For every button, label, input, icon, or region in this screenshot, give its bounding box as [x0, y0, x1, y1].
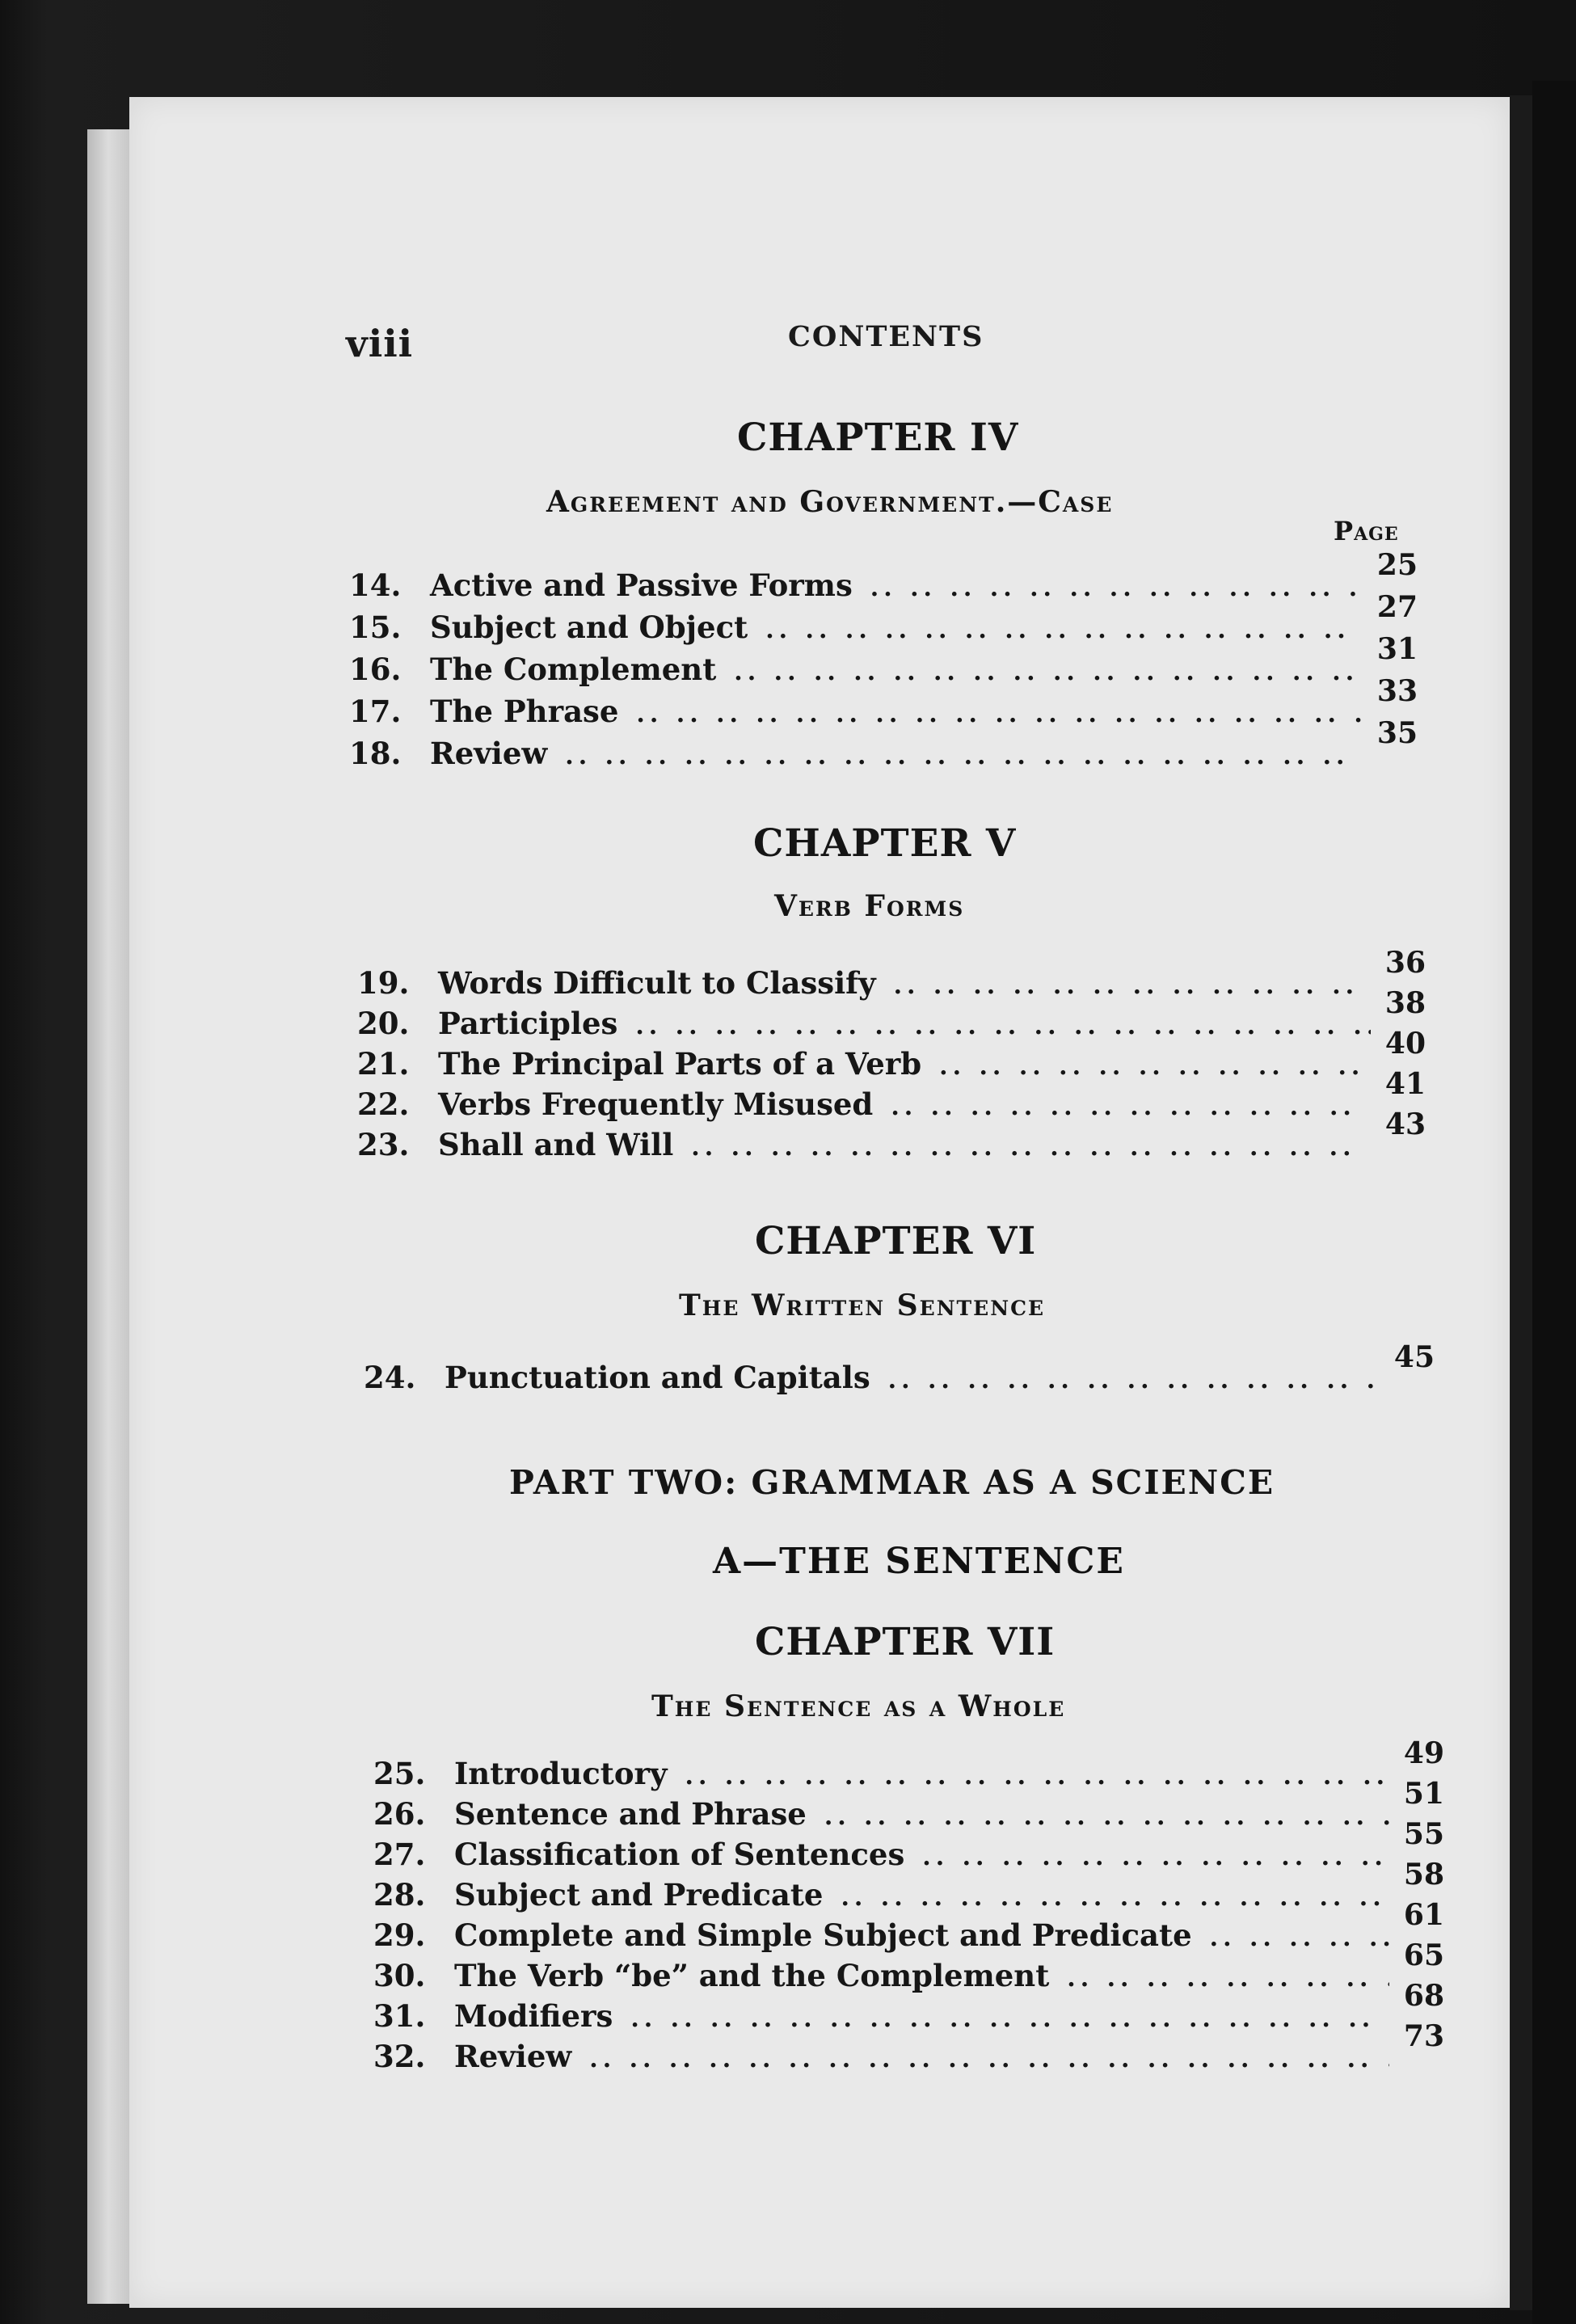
toc-entry[interactable] [373, 2019, 1444, 2079]
toc-entry[interactable] [373, 1898, 1444, 1958]
chapter-heading: CHAPTER VII [755, 1620, 1056, 1664]
entry-page: 45 [1393, 1340, 1435, 1374]
entry-number: 16. [349, 652, 402, 687]
dot-leader [888, 1366, 1380, 1394]
entry-title: Active and Passive Forms [430, 567, 853, 603]
book-cover-edge [1532, 81, 1576, 2324]
entry-title: Words Difficult to Classify [438, 965, 876, 1001]
entry-title: Review [430, 736, 548, 771]
entry-page: 35 [1376, 716, 1418, 750]
entry-number: 27. [373, 1837, 426, 1872]
entry-title: Review [454, 2039, 572, 2074]
entry-number: 23. [357, 1127, 410, 1162]
toc-entry[interactable] [373, 1858, 1444, 1917]
entry-page: 31 [1376, 632, 1418, 666]
toc-entry[interactable] [349, 716, 1418, 776]
toc-entry[interactable] [357, 946, 1426, 1006]
toc-entry[interactable] [349, 590, 1418, 650]
part-title: PART TWO: GRAMMAR AS A SCIENCE [509, 1463, 1275, 1502]
entry-title: Subject and Predicate [454, 1877, 824, 1913]
toc-entry[interactable] [364, 1340, 1435, 1400]
entry-number: 22. [357, 1086, 410, 1122]
entry-number: 26. [373, 1796, 426, 1832]
entry-title: The Verb “be” and the Complement [454, 1958, 1050, 1993]
dot-leader [870, 574, 1363, 602]
entry-number: 32. [373, 2039, 426, 2074]
toc-entry[interactable] [357, 1107, 1426, 1167]
toc-entry[interactable] [373, 1777, 1444, 1837]
page-stack-edge [87, 129, 129, 2304]
running-head: CONTENTS [788, 320, 984, 353]
entry-page: 58 [1403, 1858, 1444, 1892]
chapter-subtitle: Agreement and Government.—Case [546, 485, 1114, 519]
entry-title: Classification of Sentences [454, 1837, 905, 1872]
entry-page: 33 [1376, 674, 1418, 708]
dot-leader [922, 1843, 1389, 1871]
entry-title: Sentence and Phrase [454, 1796, 807, 1832]
toc-entry[interactable] [357, 1067, 1426, 1127]
entry-number: 30. [373, 1958, 426, 1993]
entry-title: The Principal Parts of a Verb [438, 1046, 922, 1082]
toc-entry[interactable] [373, 1817, 1444, 1877]
entry-number: 17. [349, 694, 402, 729]
entry-number: 14. [349, 567, 402, 603]
dot-leader [765, 616, 1363, 644]
entry-title: Shall and Will [438, 1127, 674, 1162]
chapter-heading: CHAPTER VI [755, 1219, 1037, 1263]
dot-leader [841, 1883, 1388, 1912]
toc-entry[interactable] [349, 674, 1418, 734]
entry-page: 40 [1384, 1027, 1426, 1061]
entry-page: 25 [1376, 548, 1418, 582]
entry-page: 49 [1403, 1736, 1444, 1770]
dot-leader [734, 658, 1363, 686]
entry-title: The Complement [430, 652, 717, 687]
entry-number: 20. [357, 1006, 410, 1041]
toc-entry[interactable] [349, 548, 1418, 608]
entry-number: 24. [364, 1360, 416, 1395]
dot-leader [1210, 1924, 1389, 1952]
entry-page: 61 [1403, 1898, 1444, 1932]
dot-leader [939, 1052, 1371, 1081]
entry-page: 51 [1403, 1777, 1444, 1811]
entry-title: Punctuation and Capitals [445, 1360, 870, 1395]
entry-number: 21. [357, 1046, 410, 1082]
entry-number: 19. [357, 965, 410, 1001]
entry-page: 55 [1403, 1817, 1444, 1851]
entry-title: Participles [438, 1006, 618, 1041]
entry-page: 43 [1384, 1107, 1426, 1141]
entry-title: Subject and Object [430, 609, 748, 645]
dot-leader [1067, 1964, 1389, 1993]
toc-entry[interactable] [357, 1027, 1426, 1086]
chapter-heading: CHAPTER V [753, 821, 1017, 866]
entry-number: 29. [373, 1917, 426, 1953]
entry-number: 28. [373, 1877, 426, 1913]
entry-page: 73 [1403, 2019, 1444, 2053]
dot-leader [630, 2005, 1389, 2033]
entry-number: 15. [349, 609, 402, 645]
toc-entry[interactable] [357, 986, 1426, 1046]
dot-leader [691, 1133, 1371, 1162]
page-column-label: Page [1334, 516, 1399, 546]
entry-number: 18. [349, 736, 402, 771]
entry-title: Complete and Simple Subject and Predicate [454, 1917, 1192, 1953]
dot-leader [565, 742, 1363, 770]
dot-leader [636, 700, 1362, 728]
entry-title: Introductory [454, 1756, 668, 1791]
entry-title: Modifiers [454, 1998, 613, 2034]
dot-leader [891, 1093, 1371, 1121]
entry-page: 41 [1384, 1067, 1426, 1101]
entry-page: 65 [1403, 1938, 1444, 1972]
dot-leader [894, 972, 1371, 1000]
toc-entry[interactable] [373, 1938, 1444, 1998]
entry-number: 25. [373, 1756, 426, 1791]
toc-entry[interactable] [373, 1736, 1444, 1796]
entry-title: The Phrase [430, 694, 619, 729]
dot-leader [685, 1762, 1389, 1790]
chapter-subtitle: The Sentence as a Whole [651, 1689, 1066, 1723]
entry-page: 68 [1403, 1979, 1444, 2013]
entry-number: 31. [373, 1998, 426, 2034]
dot-leader [589, 2045, 1389, 2073]
section-title: A—THE SENTENCE [713, 1541, 1125, 1582]
entry-page: 27 [1376, 590, 1418, 624]
entry-page: 36 [1384, 946, 1426, 980]
dot-leader [824, 1803, 1389, 1831]
entry-title: Verbs Frequently Misused [438, 1086, 874, 1122]
chapter-subtitle: Verb Forms [774, 889, 965, 923]
entry-page: 38 [1384, 986, 1426, 1020]
dot-leader [635, 1012, 1371, 1040]
chapter-subtitle: The Written Sentence [679, 1289, 1046, 1322]
page-gutter-shadow [1510, 95, 1532, 2310]
page-number: viii [346, 322, 414, 365]
toc-entry[interactable] [373, 1979, 1444, 2039]
toc-entry[interactable] [349, 632, 1418, 692]
chapter-heading: CHAPTER IV [737, 415, 1019, 460]
